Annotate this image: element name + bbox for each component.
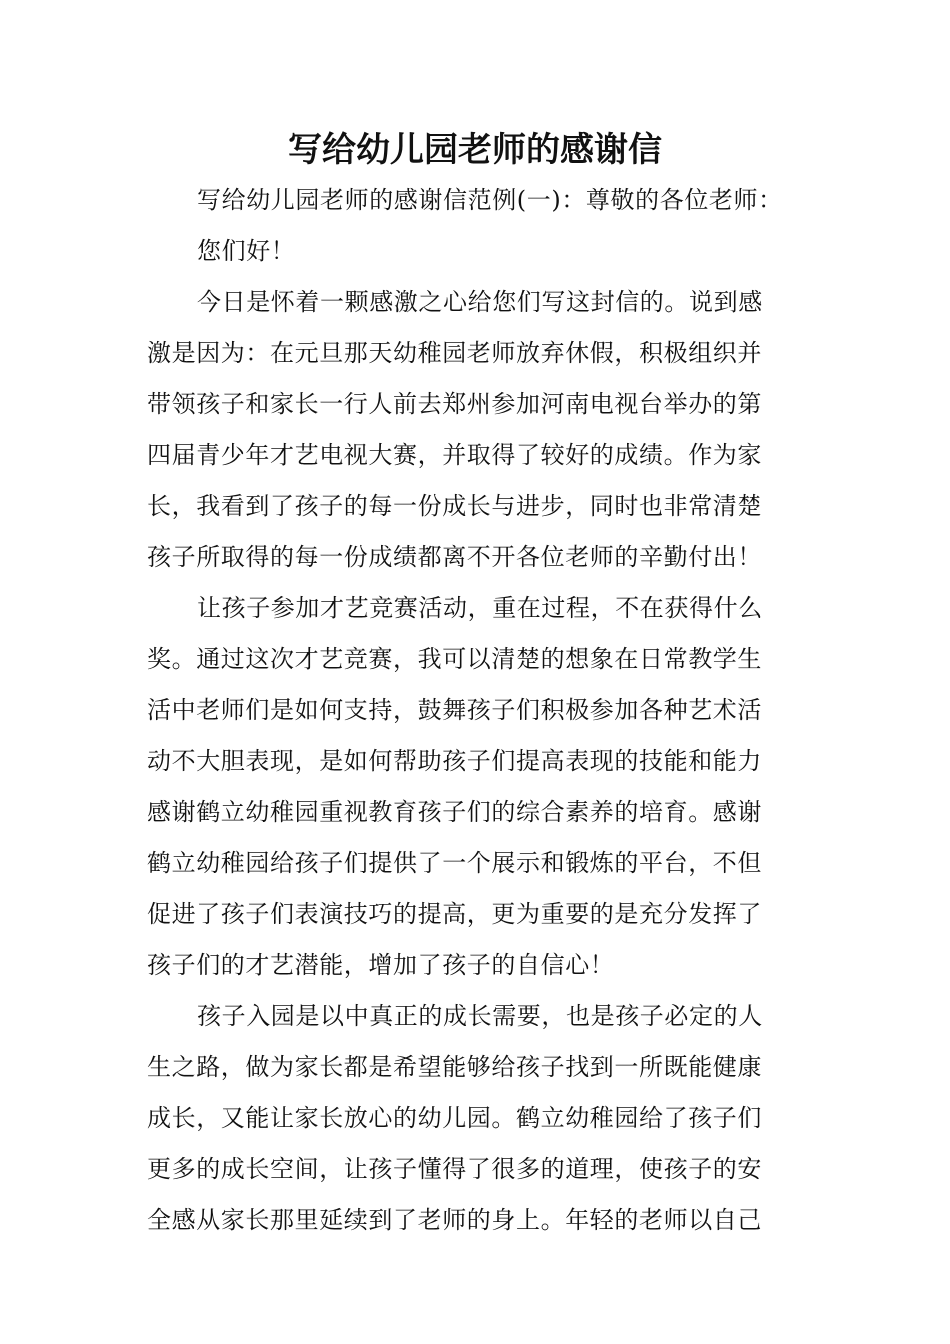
paragraph-competition xyxy=(147,583,811,991)
text-line: 您们好！ xyxy=(197,237,296,265)
text-line: 成长，又能让家长放心的幼儿园。鹤立幼稚园给了孩子们 xyxy=(147,1104,762,1132)
text-line: 感谢鹤立幼稚园重视教育孩子们的综合素养的培育。感谢 xyxy=(147,798,762,826)
text-line: 长，我看到了孩子的每一份成长与进步，同时也非常清楚 xyxy=(147,492,762,520)
paragraph-gratitude xyxy=(147,277,811,583)
paragraph-kindergarten xyxy=(147,991,811,1246)
text-line: 让孩子参加才艺竞赛活动，重在过程，不在获得什么 xyxy=(197,594,763,622)
text-line: 今日是怀着一颗感激之心给您们写这封信的。说到感 xyxy=(197,288,763,316)
paragraph-greeting-heading xyxy=(147,175,811,226)
text-line: 动不大胆表现，是如何帮助孩子们提高表现的技能和能力 xyxy=(147,747,762,775)
text-line: 孩子入园是以中真正的成长需要，也是孩子必定的人 xyxy=(197,1002,763,1030)
document-body xyxy=(147,175,811,1246)
paragraph-salutation xyxy=(147,226,811,277)
text-line: 更多的成长空间，让孩子懂得了很多的道理，使孩子的安 xyxy=(147,1155,762,1183)
text-line: 活中老师们是如何支持，鼓舞孩子们积极参加各种艺术活 xyxy=(147,696,762,724)
text-line: 孩子所取得的每一份成绩都离不开各位老师的辛勤付出！ xyxy=(147,543,762,571)
text-line: 写给幼儿园老师的感谢信范例(一)：尊敬的各位老师： xyxy=(197,186,783,214)
text-line: 带领孩子和家长一行人前去郑州参加河南电视台举办的第 xyxy=(147,390,762,418)
text-line: 鹤立幼稚园给孩子们提供了一个展示和锻炼的平台，不但 xyxy=(147,849,762,877)
text-line: 孩子们的才艺潜能，增加了孩子的自信心！ xyxy=(147,951,615,979)
text-line: 全感从家长那里延续到了老师的身上。年轻的老师以自己 xyxy=(147,1206,762,1234)
text-line: 生之路，做为家长都是希望能够给孩子找到一所既能健康 xyxy=(147,1053,762,1081)
document-title: 写给幼儿园老师的感谢信 xyxy=(288,130,662,170)
text-line: 四届青少年才艺电视大赛，并取得了较好的成绩。作为家 xyxy=(147,441,762,469)
text-line: 激是因为：在元旦那天幼稚园老师放弃休假，积极组织并 xyxy=(147,339,762,367)
text-line: 奖。通过这次才艺竞赛，我可以清楚的想象在日常教学生 xyxy=(147,645,762,673)
text-line: 促进了孩子们表演技巧的提高，更为重要的是充分发挥了 xyxy=(147,900,762,928)
